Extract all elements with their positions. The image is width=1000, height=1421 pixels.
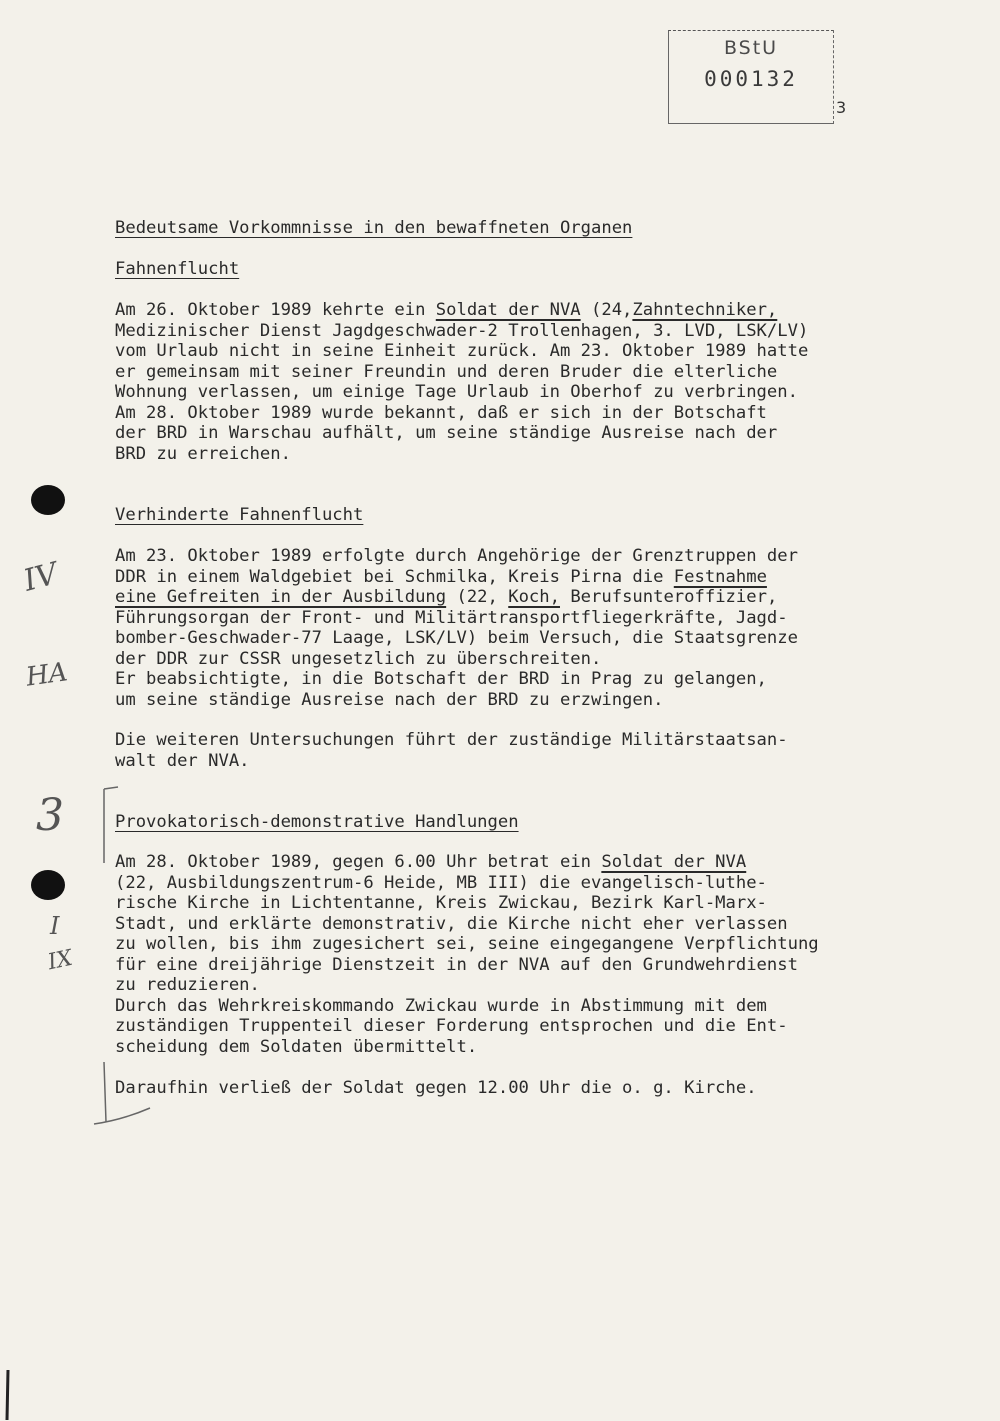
line-text: rische Kirche in Lichtentanne, Kreis Zwickau, Bezirk Karl-Marx- — [115, 893, 767, 913]
text-line — [115, 996, 935, 1017]
line-text: BRD zu erreichen. — [115, 443, 291, 464]
stamp-number: 000132 — [704, 67, 798, 91]
text-line — [115, 321, 935, 342]
section-heading-desertion: Fahnenflucht — [115, 259, 240, 279]
section-heading-prevented-desertion: Verhinderte Fahnenflucht — [115, 505, 364, 525]
text-line — [115, 955, 935, 976]
page-mark: 3 — [836, 98, 847, 117]
text-line — [115, 567, 935, 588]
underlined-text: Soldat der NVA — [601, 852, 747, 872]
text-line — [115, 628, 935, 649]
line-text: vom Urlaub nicht in seine Einheit zurück. Am 23. Oktober 1989 hatte — [115, 341, 809, 361]
margin-note: 3 — [36, 790, 64, 841]
text-line — [115, 730, 935, 751]
text-line — [115, 893, 935, 914]
punch-hole — [31, 870, 65, 900]
underlined-text: eine Gefreiten in der Ausbildung — [115, 587, 447, 607]
section-body-provocative-actions — [115, 852, 935, 1057]
line-text: DDR in einem Waldgebiet bei Schmilka, Kreis Pirna die — [115, 566, 674, 587]
line-text: Er beabsichtigte, in die Botschaft der BRD in Prag zu gelangen, — [115, 669, 767, 689]
stamp-organization: BStU — [723, 37, 779, 59]
line-text: Führungsorgan der Front- und Militärtransportfliegerkräfte, Jagd- — [115, 607, 788, 628]
punch-hole — [31, 485, 65, 515]
line-text: um seine ständige Ausreise nach der BRD zu erzwingen. — [115, 689, 664, 710]
underlined-text: Festnahme — [673, 566, 767, 587]
text-line — [115, 690, 935, 711]
text-line — [115, 975, 935, 996]
line-text: Am 23. Oktober 1989 erfolgte durch Angehörige der Grenztruppen der — [115, 546, 798, 566]
text-line — [115, 751, 935, 772]
text-line — [115, 649, 935, 670]
line-text: Durch das Wehrkreiskommando Zwickau wurde in Abstimmung mit dem — [115, 995, 767, 1016]
text-line — [115, 382, 935, 403]
line-text: (24, — [580, 300, 633, 320]
margin-note: IV — [20, 556, 62, 599]
line-text: Am 28. Oktober 1989 wurde bekannt, daß er sich in der Botschaft — [115, 402, 767, 423]
line-text: der DDR zur CSSR ungesetzlich zu überschreiten. — [115, 648, 602, 669]
text-line — [115, 852, 935, 873]
margin-note: I — [50, 912, 60, 940]
section-body-prevented-desertion — [115, 546, 935, 710]
underlined-text: Zahntechniker, — [632, 300, 778, 320]
line-text: zu reduzieren. — [115, 975, 260, 995]
line-text: zu wollen, bis ihm zugesichert sei, seine eingegangene Verpflichtung — [115, 934, 819, 954]
text-line — [115, 546, 935, 567]
line-text: Stadt, und erklärte demonstrativ, die Kirche nicht eher verlassen — [115, 913, 788, 934]
line-text: (22, — [446, 587, 509, 607]
line-text: scheidung dem Soldaten übermittelt. — [115, 1036, 478, 1057]
line-text: bomber-Geschwader-77 Laage, LSK/LV) beim Versuch, die Staatsgrenze — [115, 628, 798, 648]
line-text: Berufsunteroffizier, — [559, 587, 778, 607]
line-text: Am 26. Oktober 1989 kehrte ein — [115, 300, 436, 320]
section-body-prevented-desertion-note — [115, 730, 935, 771]
text-line — [115, 403, 935, 424]
line-text: (22, Ausbildungszentrum-6 Heide, MB III) die evangelisch-luthe- — [115, 872, 767, 893]
margin-note: HA — [24, 657, 70, 693]
line-text: der BRD in Warschau aufhält, um seine ständige Ausreise nach der — [115, 423, 778, 443]
text-line — [115, 1078, 935, 1099]
pen-stroke — [2, 1370, 14, 1420]
text-line — [115, 914, 935, 935]
text-line — [115, 341, 935, 362]
line-text: er gemeinsam mit seiner Freundin und deren Bruder die elterliche — [115, 361, 778, 382]
section-heading-provocative-actions: Provokatorisch-demonstrative Handlungen — [115, 812, 519, 832]
text-line — [115, 934, 935, 955]
text-line — [115, 1016, 935, 1037]
text-line — [115, 608, 935, 629]
line-text: Daraufhin verließ der Soldat gegen 12.00 Uhr die o. g. Kirche. — [115, 1078, 757, 1098]
text-line — [115, 669, 935, 690]
margin-note: IX — [45, 945, 75, 976]
text-line — [115, 873, 935, 894]
section-body-desertion — [115, 300, 935, 464]
document-title: Bedeutsame Vorkommnisse in den bewaffneten Organen — [115, 218, 633, 238]
text-line — [115, 444, 935, 465]
text-line — [115, 300, 935, 321]
text-line — [115, 362, 935, 383]
text-line — [115, 587, 935, 608]
line-text: walt der NVA. — [115, 750, 250, 771]
line-text: Medizinischer Dienst Jagdgeschwader-2 Trollenhagen, 3. LVD, LSK/LV) — [115, 320, 809, 341]
line-text: Wohnung verlassen, um einige Tage Urlaub in Oberhof zu verbringen. — [115, 382, 798, 402]
underlined-text: Koch, — [508, 587, 560, 607]
text-line — [115, 423, 935, 444]
section-body-provocative-actions-conclusion — [115, 1078, 935, 1099]
line-text: Die weiteren Untersuchungen führt der zuständige Militärstaatsan- — [115, 730, 788, 750]
text-line — [115, 1037, 935, 1058]
line-text: Am 28. Oktober 1989, gegen 6.00 Uhr betrat ein — [115, 852, 602, 872]
archive-stamp — [668, 30, 834, 124]
line-text: für eine dreijährige Dienstzeit in der NVA auf den Grundwehrdienst — [115, 954, 798, 975]
underlined-text: Soldat der NVA — [435, 300, 581, 320]
line-text: zuständigen Truppenteil dieser Forderung entsprochen und die Ent- — [115, 1016, 788, 1036]
